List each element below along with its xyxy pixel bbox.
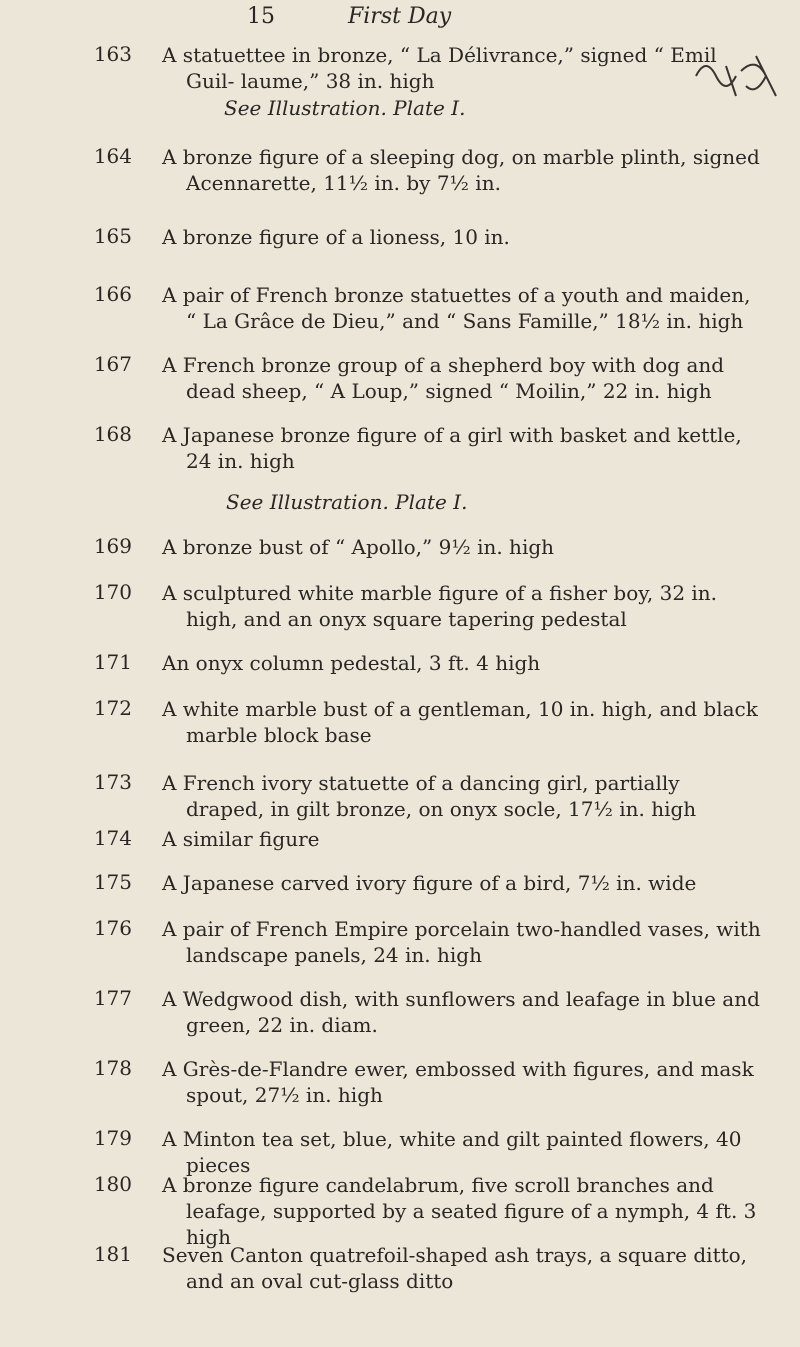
lot-description: A pair of French bronze statuettes of a youth and maiden, “ La Grâce de Dieu,” and “ Sans Famille,” 18½ in. high <box>162 283 751 333</box>
lot-description: A Wedgwood dish, with sunflowers and leafage in blue and green, 22 in. diam. <box>162 987 760 1037</box>
lot-number: 175 <box>93 870 132 894</box>
page-number: 15 <box>247 4 275 29</box>
lot-number: 179 <box>93 1126 132 1150</box>
lot-number: 167 <box>93 352 132 376</box>
lot-description: A bronze figure of a lioness, 10 in. <box>162 225 510 249</box>
lot-description: A similar figure <box>162 827 320 851</box>
lot-number: 169 <box>93 534 132 558</box>
lot-number: 164 <box>93 144 132 168</box>
lot-number: 181 <box>93 1242 132 1266</box>
lot-description: A sculptured white marble figure of a fisher boy, 32 in. high, and an onyx square tapering pedestal <box>162 581 718 631</box>
lot-description: A French ivory statuette of a dancing girl, partially draped, in gilt bronze, on onyx socle, 17½ in. high <box>162 771 697 821</box>
lot-number: 170 <box>93 580 132 604</box>
lot-number: 177 <box>93 986 132 1010</box>
lot-description: A French bronze group of a shepherd boy with dog and dead sheep, “ A Loup,” signed “ Moilin,” 22 in. high <box>162 353 725 403</box>
lot-number: 166 <box>93 282 132 306</box>
lot-description: An onyx column pedestal, 3 ft. 4 high <box>162 651 541 675</box>
lot-description: A bronze bust of “ Apollo,” 9½ in. high <box>162 535 555 559</box>
lot-description: A Japanese bronze figure of a girl with basket and kettle, 24 in. high <box>162 423 742 473</box>
lot-number: 180 <box>93 1172 132 1196</box>
lot-description: A Grès-de-Flandre ewer, embossed with figures, and mask spout, 27½ in. high <box>162 1057 754 1107</box>
plate-note: See Illustration. Plate I. <box>224 96 466 120</box>
lot-description: A bronze figure of a sleeping dog, on marble plinth, signed Acennarette, 11½ in. by 7½ in. <box>162 145 760 195</box>
lot-description: A Minton tea set, blue, white and gilt painted flowers, 40 pieces <box>162 1127 742 1177</box>
lot-description: A bronze figure candelabrum, five scroll branches and leafage, supported by a seated figure of a nymph, 4 ft. 3 high <box>162 1173 757 1249</box>
lot-number: 165 <box>93 224 132 248</box>
lot-number: 178 <box>93 1056 132 1080</box>
lot-description: Seven Canton quatrefoil-shaped ash trays, a square ditto, and an oval cut-glass ditto <box>162 1243 748 1293</box>
lot-number: 168 <box>93 422 132 446</box>
lot-number: 176 <box>93 916 132 940</box>
lot-number: 172 <box>93 696 132 720</box>
lot-number: 171 <box>93 650 132 674</box>
lot-description: A pair of French Empire porcelain two-handled vases, with landscape panels, 24 in. high <box>162 917 761 967</box>
lot-number: 174 <box>93 826 132 850</box>
lot-number: 173 <box>93 770 132 794</box>
lot-description: A statuettee in bronze, “ La Délivrance,” signed “ Emil Guil- laume,” 38 in. high <box>162 43 717 93</box>
lot-number: 163 <box>93 42 132 66</box>
lot-description: A white marble bust of a gentleman, 10 in. high, and black marble block base <box>162 697 758 747</box>
running-title: First Day <box>348 4 452 29</box>
lot-description: A Japanese carved ivory figure of a bird, 7½ in. wide <box>162 871 697 895</box>
page-header <box>0 0 800 40</box>
plate-note: See Illustration. Plate I. <box>226 490 468 514</box>
